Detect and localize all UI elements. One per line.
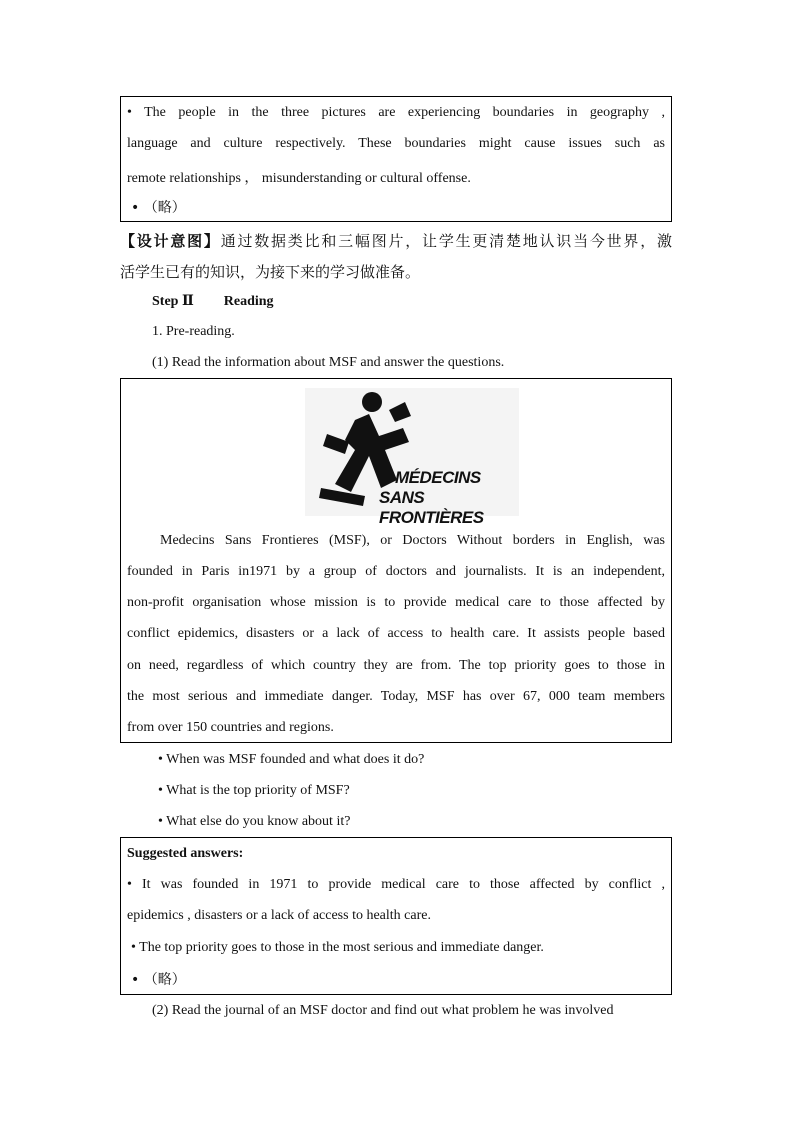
answers-line-2: epidemics , disasters or a lack of access to health care. (127, 908, 431, 923)
step-name: Reading (223, 294, 274, 309)
design-intent-line-1 (120, 230, 672, 251)
design-intent-line-2: 活学生已有的知识，为接下来的学习做准备。 (120, 263, 421, 281)
box1-line-2: language and culture respectively. These boundaries might cause issues such as (127, 136, 665, 151)
task-2: (2) Read the journal of an MSF doctor and find out what problem he was involved (152, 1003, 614, 1018)
msf-line-4: conflict epidemics, disasters or a lack of access to health care. It assists people based (127, 626, 665, 641)
step-heading (152, 293, 274, 310)
answers-line-3: • The top priority goes to those in the most serious and immediate danger. (131, 940, 544, 955)
question-3: • What else do you know about it? (158, 814, 351, 829)
msf-logo (305, 388, 519, 527)
msf-line-3: non-profit organisation whose mission is to provide medical care to those affected by (127, 595, 665, 610)
design-intent-text-1: 通过数据类比和三幅图片，让学生更清楚地认识当今世界，激 (220, 232, 672, 250)
msf-logo-text-2: SANS FRONTIÈRES (379, 488, 484, 527)
suggested-answers-title: Suggested answers: (127, 846, 244, 861)
task-1: (1) Read the information about MSF and answer the questions. (152, 355, 505, 370)
box1-line-3: remote relationships ， misunderstanding or cultural offense. (127, 171, 471, 186)
msf-line-7: from over 150 countries and regions. (127, 720, 334, 735)
prereading-heading: 1. Pre-reading. (152, 324, 235, 339)
question-2: • What is the top priority of MSF? (158, 783, 350, 798)
box1-line-4: • （略） (131, 200, 186, 216)
question-1: • When was MSF founded and what does it do? (158, 752, 425, 767)
msf-logo-text-1: MÉDECINS (395, 468, 481, 487)
answers-line-4: • （略） (131, 972, 186, 988)
msf-line-2: founded in Paris in1971 by a group of doctors and journalists. It is an independent, (127, 564, 665, 579)
msf-line-1: Medecins Sans Frontieres (MSF), or Doctors Without borders in English, was (160, 533, 665, 548)
msf-line-5: on need, regardless of which country they are from. The top priority goes to those in (127, 658, 665, 673)
step-label: Step Ⅱ (152, 294, 194, 309)
box1-line-1: • The people in the three pictures are experiencing boundaries in geography , (127, 105, 665, 120)
msf-line-6: the most serious and immediate danger. Today, MSF has over 67, 000 team members (127, 689, 665, 704)
design-intent-label: 【设计意图】 (120, 232, 221, 250)
answers-line-1: • It was founded in 1971 to provide medical care to those affected by conflict , (127, 877, 665, 892)
